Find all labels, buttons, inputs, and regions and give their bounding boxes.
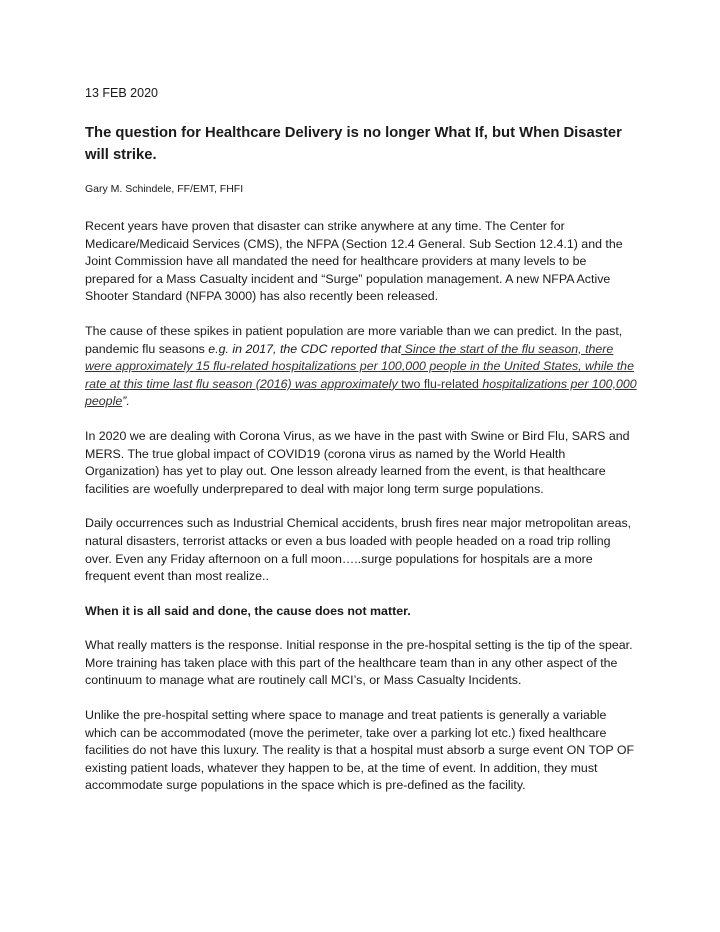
paragraph-cause-lead: The cause of these spikes in patient population are more variable than we can predict. In the past, pandemic flu seasons: [85, 323, 623, 356]
citation-close: ”.: [122, 394, 130, 409]
cdc-citation-quote: Since the start of the flu season, there were approximately 15 flu-related hospitalizations per 100,000 people in the United States, while the rate at this time last flu season (2016) was approximately: [85, 341, 634, 391]
cdc-example-intro: e.g. in 2017, the CDC reported that: [208, 341, 402, 356]
paragraph-occurrences: Daily occurrences such as Industrial Chemical accidents, brush fires near major metropolitan areas, natural disasters, terrorist attacks or even a bus loaded with people headed on a road trip rolling over. Even any Friday afternoon on a full moon…..surge populations for hospitals are a more frequent event than most realize..: [85, 516, 632, 584]
paragraph-facilities: Unlike the pre-hospital setting where space to manage and treat patients is generally a variable which can be accommodated (move the perimeter, take over a parking lot etc.) fixed healthcare facilities do not have this luxury. The reality is that a hospital must absorb a surge event ON TOP OF existing patient loads, whatever they happen to be, at the time of event. In addition, they must accommodate surge populations in the space which is pre-defined as the facility.: [85, 708, 635, 793]
document-date: 13 FEB 2020: [85, 86, 158, 100]
cdc-citation-rate: two flu-related: [397, 376, 479, 391]
paragraph-corona: In 2020 we are dealing with Corona Virus, as we have in the past with Swine or Bird Flu, SARS and MERS. The true global impact of COVID19 (corona virus as named by the World Health Organization) has yet to play out. One lesson already learned from the event, is that healthcare facilities are woefully underprepared to deal with major long term surge populations.: [85, 428, 630, 496]
paragraph-intro: Recent years have proven that disaster can strike anywhere at any time. The Center for Medicare/Medicaid Services (CMS), the NFPA (Section 12.4 General. Sub Section 12.4.1) and the Joint Commission have all mandated the need for healthcare providers at many levels to be prepared for a Mass Casualty incident and “Surge” population management. A new NFPA Active Shooter Standard (NFPA 3000) has also recently been released.: [85, 219, 623, 304]
bold-statement: When it is all said and done, the cause does not matter.: [85, 603, 411, 618]
author-byline: Gary M. Schindele, FF/EMT, FHFI: [85, 183, 244, 195]
paragraph-response: What really matters is the response. Initial response in the pre-hospital setting is the tip of the spear. More training has taken place with this part of the healthcare team than in any other aspect of the continuum to manage what are routinely call MCI’s, or Mass Casualty Incidents.: [85, 638, 633, 688]
document-title: The question for Healthcare Delivery is no longer What If, but When Disaster will strike.: [85, 125, 622, 163]
paragraph-cause: [85, 323, 637, 411]
document-page: [85, 84, 637, 795]
cdc-citation-end: hospitalizations per 100,000 people: [85, 376, 637, 409]
